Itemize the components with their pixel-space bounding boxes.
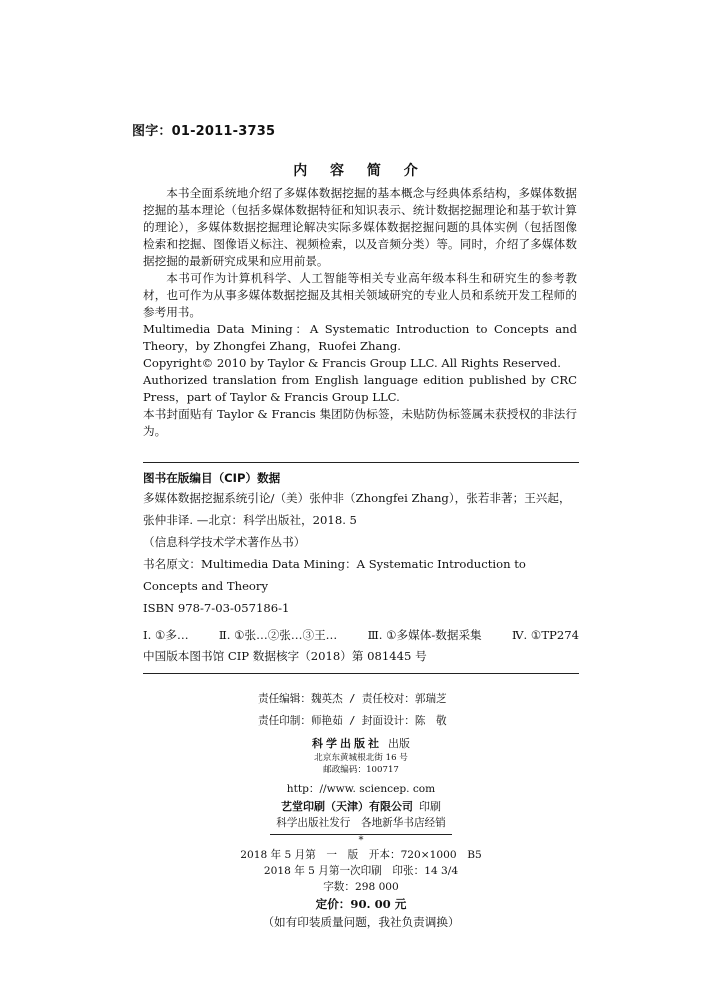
staff-credits [258,688,579,732]
quality-notice: （如有印装质量问题，我社负责调换） [262,915,460,929]
printer-suffix: 印刷 [419,800,441,813]
edition-line-1: 2018 年 5 月第 一 版 开本：720×1000 B5 [240,849,482,861]
publisher-postcode: 邮政编码：100717 [323,765,399,775]
cip-title: 图书在版编目（CIP）数据 [143,471,281,485]
cip-series: （信息科学技术学术著作丛书） [143,535,306,549]
summary-body [143,185,577,440]
classification-4: Ⅳ. ①TP274 [511,628,579,642]
original-title: Multimedia Data Mining：A Systematic Introduction to Concepts and Theory，by Zhongfei Zhang，Ruofei Zhang. [143,322,577,353]
edition-line-2: 2018 年 5 月第一次印刷 印张：14 3/4 [263,865,459,877]
colophon [143,688,579,931]
authorized-translation: Authorized translation from English language edition published by CRC Press，part of Taylor & Francis Group LLC. [143,373,577,404]
printer-line [143,798,579,815]
copyright-line: Copyright© 2010 by Taylor & Francis Group LLC. All Rights Reserved. [143,356,561,370]
separator-star: * [358,835,364,846]
cip-main-entry: 多媒体数据挖掘系统引论/（美）张仲非（Zhongfei Zhang），张若非著；王兴起，张仲非译. —北京：科学出版社，2018. 5 [143,491,571,527]
publisher-name: 科学出版社 [312,737,382,750]
distribution-wrap [143,815,579,835]
summary-paragraph-2: 本书可作为计算机科学、人工智能等相关专业高年级本科生和研究生的参考教材，也可作为从事多媒体数据挖掘及其相关领域研究的专业人员和系统开发工程师的参考用书。 [143,271,577,319]
publisher-suffix: 出版 [388,737,410,750]
staff-line-2: 责任印制：师艳茹 / 封面设计：陈 敬 [258,715,447,727]
summary-paragraph-1: 本书全面系统地介绍了多媒体数据挖掘的基本概念与经典体系结构，多媒体数据挖掘的基本理论（包括多媒体数据特征和知识表示、统计数据挖掘理论和基于软计算的理论），多媒体数据挖掘理论解决实际多媒体数据挖掘问题的具体实例（包括图像检索和挖掘、图像语义标注、视频检索，以及音频分类）等。同时，介绍了多媒体数据挖掘的最新研究成果和应用前景。 [143,186,577,268]
anti-counterfeit-note: 本书封面贴有 Taylor & Francis 集团防伪标签，未贴防伪标签属未获授权的非法行为。 [143,407,577,438]
price: 定价：90. 00 元 [315,897,407,911]
cip-data-block [143,462,579,674]
publisher-url: http：//www. sciencep. com [286,783,436,795]
printer-name: 艺堂印刷（天津）有限公司 [281,800,413,813]
staff-line-1: 责任编辑：魏英杰 / 责任校对：郭瑞芝 [258,693,447,705]
cip-catalog-number: 中国版本图书馆 CIP 数据核字（2018）第 081445 号 [143,645,579,674]
word-count: 字数：298 000 [323,881,399,893]
publisher-line [143,736,579,752]
publisher-address: 北京东黄城根北街 16 号 [314,753,408,763]
cip-isbn: ISBN 978-7-03-057186-1 [143,601,290,615]
classification-2: Ⅱ. ①张…②张…③王… [218,628,338,642]
classification-1: Ⅰ. ①多… [143,628,189,642]
contract-number: 图字：01-2011-3735 [132,124,276,139]
cip-record [143,487,579,619]
cip-original-name: 书名原文：Multimedia Data Mining：A Systematic Introduction to Concepts and Theory [143,557,526,593]
distribution-line: 科学出版社发行 各地新华书店经销 [270,815,452,835]
summary-title: 内 容 简 介 [293,163,427,179]
cip-classification [143,625,579,645]
classification-3: Ⅲ. ①多媒体-数据采集 [367,628,482,642]
